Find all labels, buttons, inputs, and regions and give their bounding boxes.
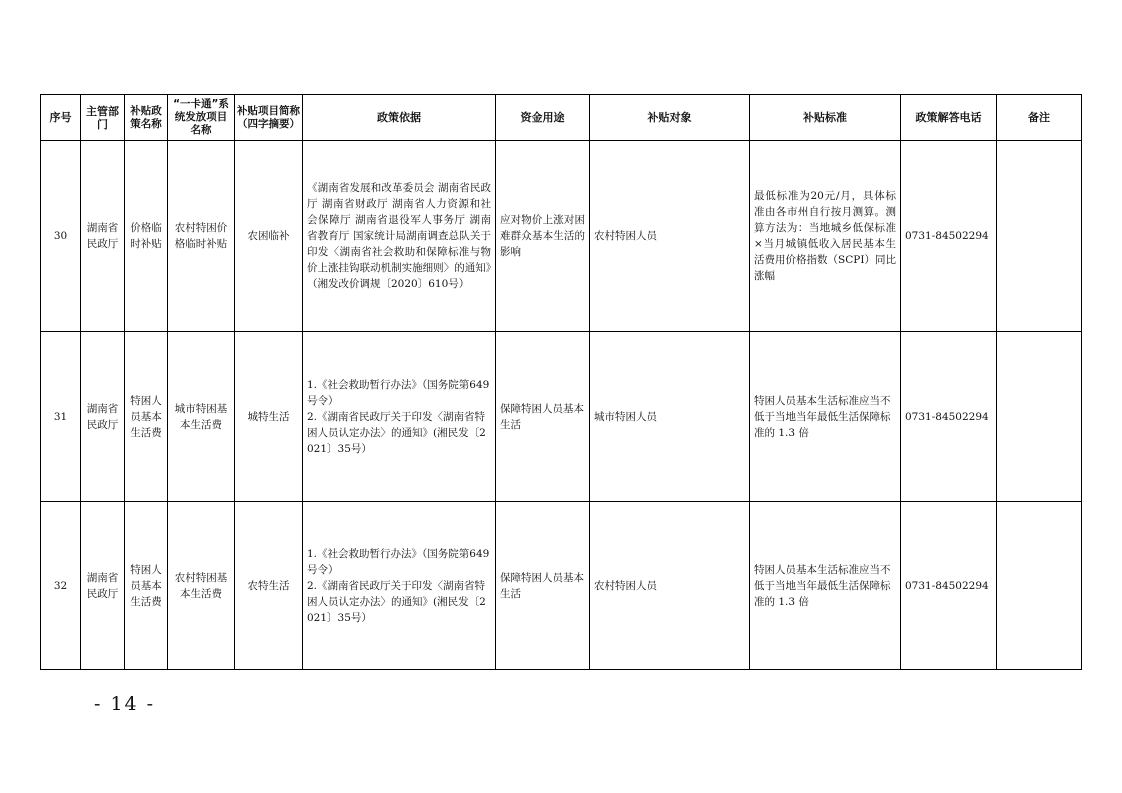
header-basis: 政策依据 (303, 95, 496, 141)
header-remark: 备注 (997, 95, 1082, 141)
row-short-name: 农特生活 (235, 502, 303, 670)
table-row (41, 332, 1082, 502)
header-fund-use: 资金用途 (496, 95, 590, 141)
row-policy-name: 特困人员基本生活费 (125, 502, 168, 670)
row-remark (997, 141, 1082, 332)
row-department: 湖南省民政厅 (81, 332, 125, 502)
header-target: 补贴对象 (590, 95, 750, 141)
table-header-row (41, 95, 1082, 141)
subsidy-policy-table (40, 94, 1082, 670)
row-target: 城市特困人员 (590, 332, 750, 502)
row-department: 湖南省民政厅 (81, 141, 125, 332)
header-number: 序号 (41, 95, 81, 141)
row-fund-use: 应对物价上涨对困难群众基本生活的影响 (496, 141, 590, 332)
page-number: - 14 - (94, 693, 156, 715)
basis-item: 2.《湖南省民政厅关于印发〈湖南省特困人员认定办法〉的通知》(湘民发〔2021〕35号） (307, 410, 486, 455)
header-system-item: “一卡通”系统发放项目名称 (168, 95, 235, 141)
row-standard: 最低标准为20元/月，具体标准由各市州自行按月测算。测算方法为：当地城乡低保标准×当月城镇低收入居民基本生活费用价格指数（SCPI）同比涨幅 (750, 141, 901, 332)
row-number: 31 (41, 332, 81, 502)
row-phone: 0731-84502294 (901, 502, 997, 670)
table-row (41, 502, 1082, 670)
basis-item: 1.《社会救助暂行办法》（国务院第649号令） (307, 378, 490, 407)
row-remark (997, 332, 1082, 502)
header-department: 主管部门 (81, 95, 125, 141)
row-number: 30 (41, 141, 81, 332)
row-department: 湖南省民政厅 (81, 502, 125, 670)
row-remark (997, 502, 1082, 670)
row-basis (303, 502, 496, 670)
header-phone: 政策解答电话 (901, 95, 997, 141)
row-system-item: 城市特困基本生活费 (168, 332, 235, 502)
basis-item: 1.《社会救助暂行办法》（国务院第649号令） (307, 547, 490, 576)
row-basis (303, 141, 496, 332)
header-standard: 补贴标准 (750, 95, 901, 141)
basis-item: 《湖南省发展和改革委员会 湖南省民政厅 湖南省财政厅 湖南省人力资源和社会保障厅 湖南省退役军人事务厅 湖南省教育厅 国家统计局湖南调查总队关于印发〈湖南省社会救助和保障标准与物价上涨挂钩联动机制实施细则〉的通知》（湘发改价调规〔2020〕610号） (307, 182, 491, 290)
row-phone: 0731-84502294 (901, 332, 997, 502)
row-system-item: 农村特困价格临时补贴 (168, 141, 235, 332)
row-phone: 0731-84502294 (901, 141, 997, 332)
row-short-name: 城特生活 (235, 332, 303, 502)
row-standard: 特困人员基本生活标准应当不低于当地当年最低生活保障标准的 1.3 倍 (750, 332, 901, 502)
row-basis (303, 332, 496, 502)
row-target: 农村特困人员 (590, 141, 750, 332)
header-short-name: 补贴项目简称（四字摘要） (235, 95, 303, 141)
basis-item: 2.《湖南省民政厅关于印发〈湖南省特困人员认定办法〉的通知》(湘民发〔2021〕35号） (307, 579, 486, 624)
row-fund-use: 保障特困人员基本生活 (496, 502, 590, 670)
row-target: 农村特困人员 (590, 502, 750, 670)
row-policy-name: 价格临时补贴 (125, 141, 168, 332)
row-short-name: 农困临补 (235, 141, 303, 332)
row-fund-use: 保障特困人员基本生活 (496, 332, 590, 502)
table-row (41, 141, 1082, 332)
row-system-item: 农村特困基本生活费 (168, 502, 235, 670)
row-policy-name: 特困人员基本生活费 (125, 332, 168, 502)
header-policy-name: 补贴政策名称 (125, 95, 168, 141)
row-standard: 特困人员基本生活标准应当不低于当地当年最低生活保障标准的 1.3 倍 (750, 502, 901, 670)
row-number: 32 (41, 502, 81, 670)
